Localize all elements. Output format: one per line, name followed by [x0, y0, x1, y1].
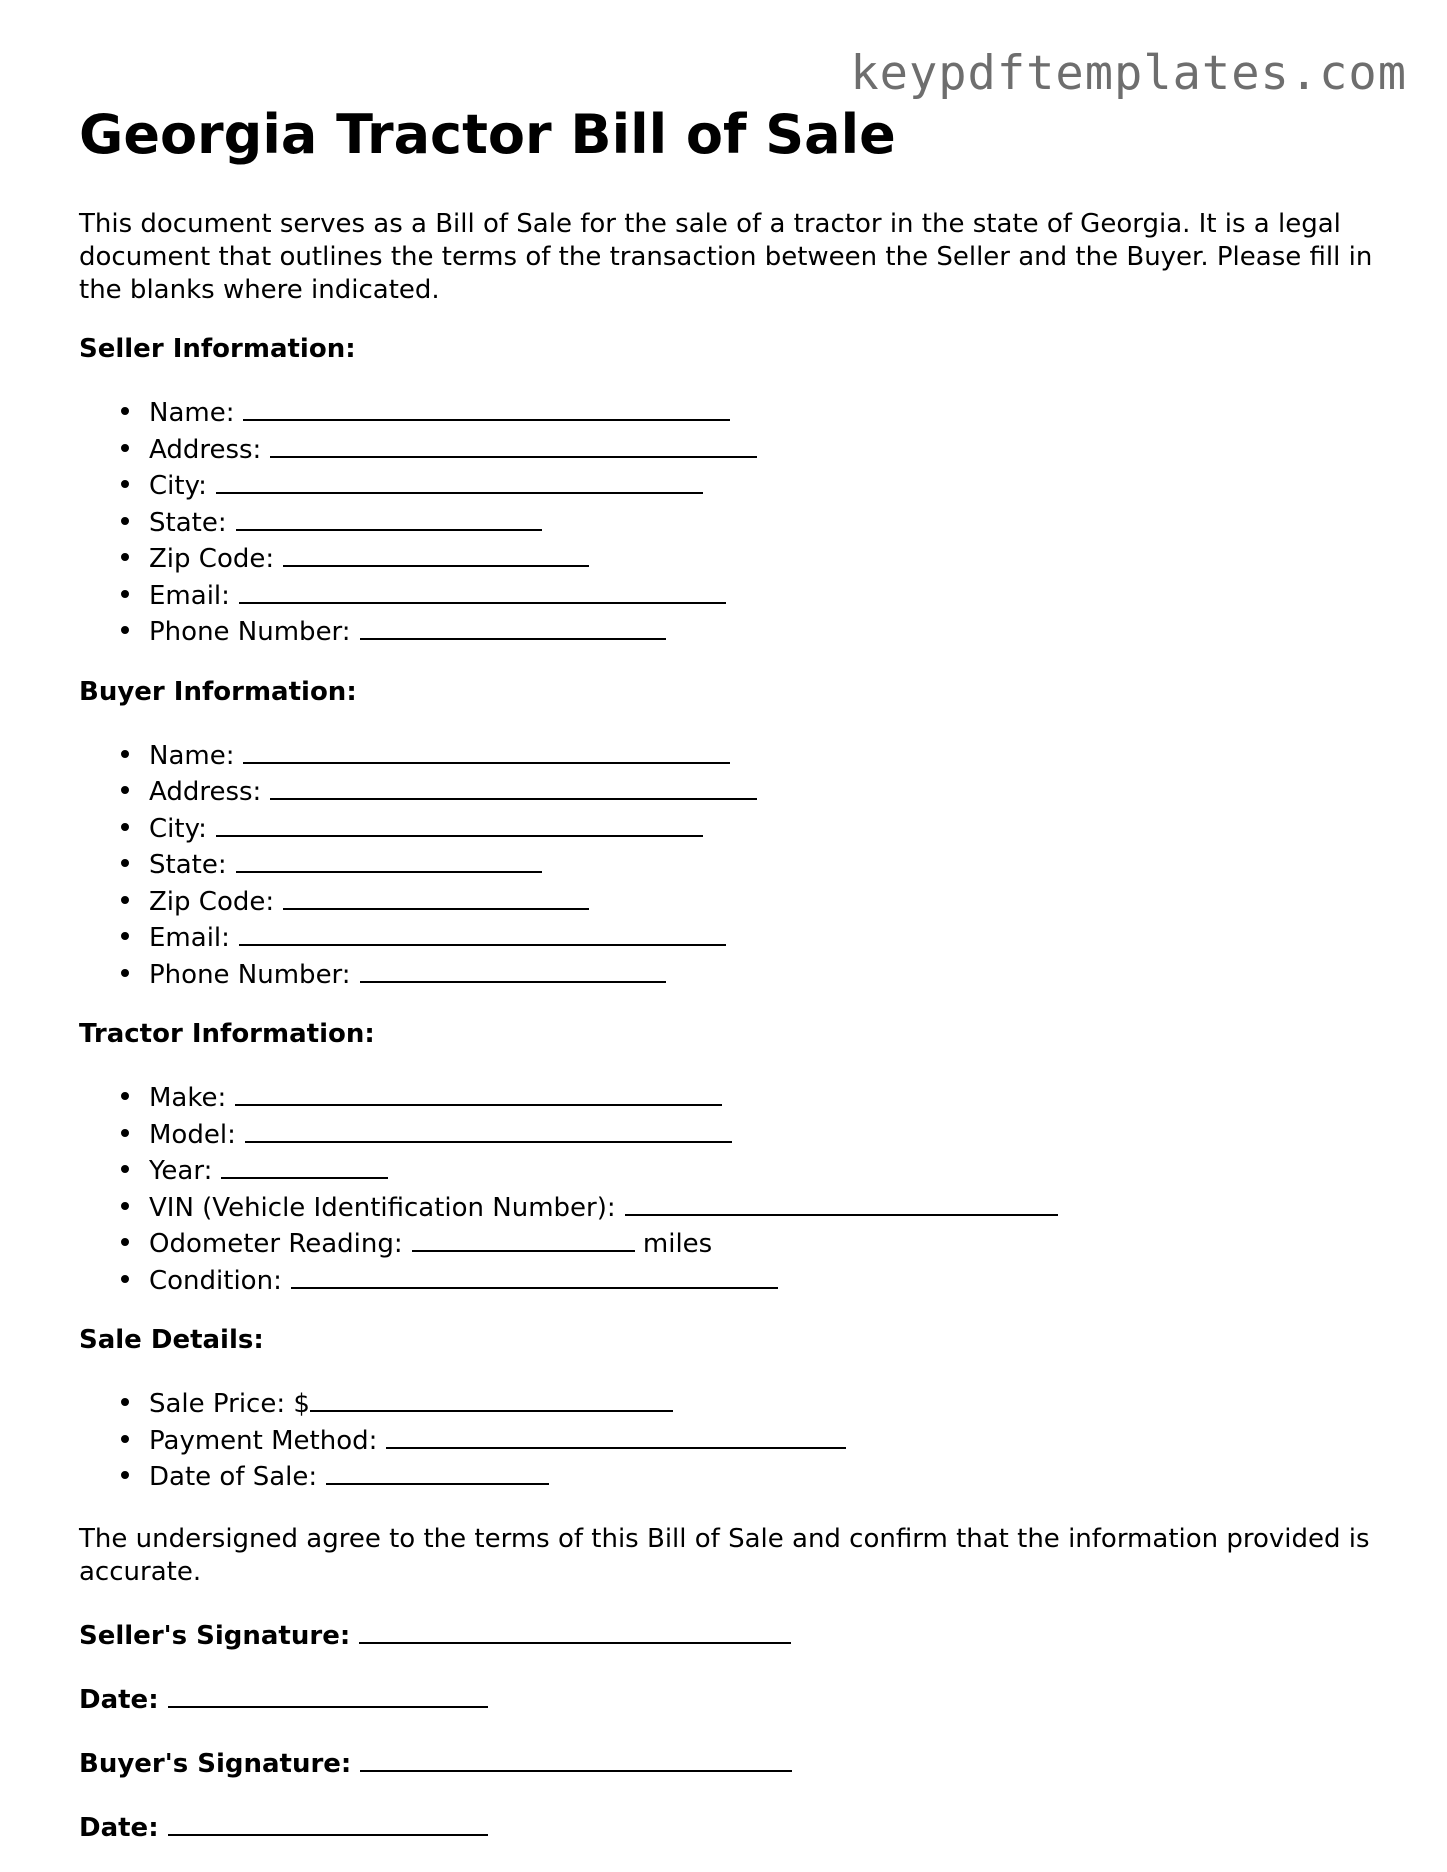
seller-fields — [79, 394, 1379, 650]
buyer-state-field[interactable] — [236, 846, 542, 873]
tractor-vin-item — [149, 1189, 1379, 1226]
buyer-section-heading: Buyer Information: — [79, 676, 357, 707]
buyer-phone-item — [149, 956, 1379, 993]
document-title: Georgia Tractor Bill of Sale — [79, 103, 896, 166]
seller-phone-label: Phone Number: — [149, 617, 351, 648]
buyer-zip-label: Zip Code: — [149, 886, 275, 917]
tractor-vin-label: VIN (Vehicle Identification Number): — [149, 1192, 616, 1223]
buyer-address-item — [149, 773, 1379, 810]
buyer-zip-field[interactable] — [283, 883, 589, 910]
seller-city-label: City: — [149, 471, 207, 502]
tractor-odometer-item — [149, 1225, 1379, 1262]
seller-state-item — [149, 504, 1379, 541]
buyer-state-label: State: — [149, 850, 227, 881]
seller-zip-item — [149, 540, 1379, 577]
agreement-paragraph: The undersigned agree to the terms of this Bill of Sale and confirm that the information provided is accurate. — [79, 1523, 1370, 1587]
tractor-condition-field[interactable] — [291, 1262, 778, 1289]
tractor-make-label: Make: — [149, 1083, 227, 1114]
seller-state-label: State: — [149, 507, 227, 538]
tractor-year-field[interactable] — [221, 1152, 388, 1179]
tractor-model-label: Model: — [149, 1119, 236, 1150]
tractor-year-item — [149, 1152, 1379, 1189]
sale-payment-field[interactable] — [386, 1422, 846, 1449]
seller-date-label: Date: — [79, 1684, 159, 1715]
buyer-address-label: Address: — [149, 777, 262, 808]
buyer-signature-field[interactable] — [360, 1745, 792, 1772]
tractor-odometer-field[interactable] — [412, 1225, 635, 1252]
sale-date-field[interactable] — [326, 1458, 549, 1485]
seller-address-field[interactable] — [270, 431, 757, 458]
seller-signature-label: Seller's Signature: — [79, 1620, 351, 1651]
document-page — [79, 100, 1379, 1845]
tractor-make-item — [149, 1079, 1379, 1116]
tractor-odometer-unit: miles — [642, 1229, 713, 1260]
tractor-make-field[interactable] — [235, 1079, 722, 1106]
buyer-zip-item — [149, 883, 1379, 920]
seller-signature-line — [79, 1617, 1379, 1653]
sale-payment-label: Payment Method: — [149, 1425, 378, 1456]
tractor-year-label: Year: — [149, 1156, 213, 1187]
tractor-model-field[interactable] — [245, 1116, 732, 1143]
sale-payment-item — [149, 1422, 1379, 1459]
buyer-signature-label: Buyer's Signature: — [79, 1748, 352, 1779]
tractor-condition-item — [149, 1262, 1379, 1299]
seller-email-label: Email: — [149, 580, 230, 611]
sale-price-field[interactable] — [310, 1385, 673, 1412]
tractor-condition-label: Condition: — [149, 1265, 282, 1296]
buyer-name-label: Name: — [149, 740, 235, 771]
sale-price-item — [149, 1385, 1379, 1422]
sale-date-item — [149, 1458, 1379, 1495]
seller-date-field[interactable] — [168, 1681, 488, 1708]
buyer-email-field[interactable] — [239, 919, 726, 946]
tractor-fields — [79, 1079, 1379, 1298]
seller-name-label: Name: — [149, 398, 235, 429]
buyer-name-item — [149, 737, 1379, 774]
seller-address-label: Address: — [149, 434, 262, 465]
seller-phone-item — [149, 613, 1379, 650]
seller-address-item — [149, 431, 1379, 468]
seller-zip-field[interactable] — [283, 540, 589, 567]
buyer-email-label: Email: — [149, 923, 230, 954]
tractor-model-item — [149, 1116, 1379, 1153]
seller-signature-field[interactable] — [359, 1617, 791, 1644]
buyer-phone-field[interactable] — [360, 956, 666, 983]
watermark: keypdftemplates.com — [850, 46, 1407, 101]
buyer-email-item — [149, 919, 1379, 956]
sale-fields — [79, 1385, 1379, 1495]
buyer-city-label: City: — [149, 813, 207, 844]
seller-state-field[interactable] — [236, 504, 542, 531]
sale-date-label: Date of Sale: — [149, 1462, 318, 1493]
buyer-name-field[interactable] — [243, 737, 730, 764]
buyer-date-line — [79, 1809, 1379, 1845]
seller-email-item — [149, 577, 1379, 614]
seller-name-item — [149, 394, 1379, 431]
buyer-fields — [79, 737, 1379, 993]
tractor-vin-field[interactable] — [625, 1189, 1058, 1216]
seller-city-field[interactable] — [216, 467, 703, 494]
seller-name-field[interactable] — [243, 394, 730, 421]
buyer-date-field[interactable] — [168, 1809, 488, 1836]
tractor-odometer-label: Odometer Reading: — [149, 1229, 403, 1260]
seller-zip-label: Zip Code: — [149, 544, 275, 575]
buyer-city-item — [149, 810, 1379, 847]
buyer-signature-line — [79, 1745, 1379, 1781]
seller-date-line — [79, 1681, 1379, 1717]
sale-price-label: Sale Price: $ — [149, 1389, 310, 1420]
seller-email-field[interactable] — [239, 577, 726, 604]
seller-city-item — [149, 467, 1379, 504]
buyer-city-field[interactable] — [216, 810, 703, 837]
intro-paragraph: This document serves as a Bill of Sale for the sale of a tractor in the state of Georgia. It is a legal document that outlines the terms of the transaction between the Seller and the Buyer. Please fill in the blanks where indicated. — [79, 209, 1373, 306]
seller-phone-field[interactable] — [360, 613, 666, 640]
sale-section-heading: Sale Details: — [79, 1325, 264, 1356]
tractor-section-heading: Tractor Information: — [79, 1019, 375, 1050]
seller-section-heading: Seller Information: — [79, 334, 356, 365]
buyer-state-item — [149, 846, 1379, 883]
buyer-phone-label: Phone Number: — [149, 959, 351, 990]
buyer-address-field[interactable] — [270, 773, 757, 800]
buyer-date-label: Date: — [79, 1812, 159, 1843]
